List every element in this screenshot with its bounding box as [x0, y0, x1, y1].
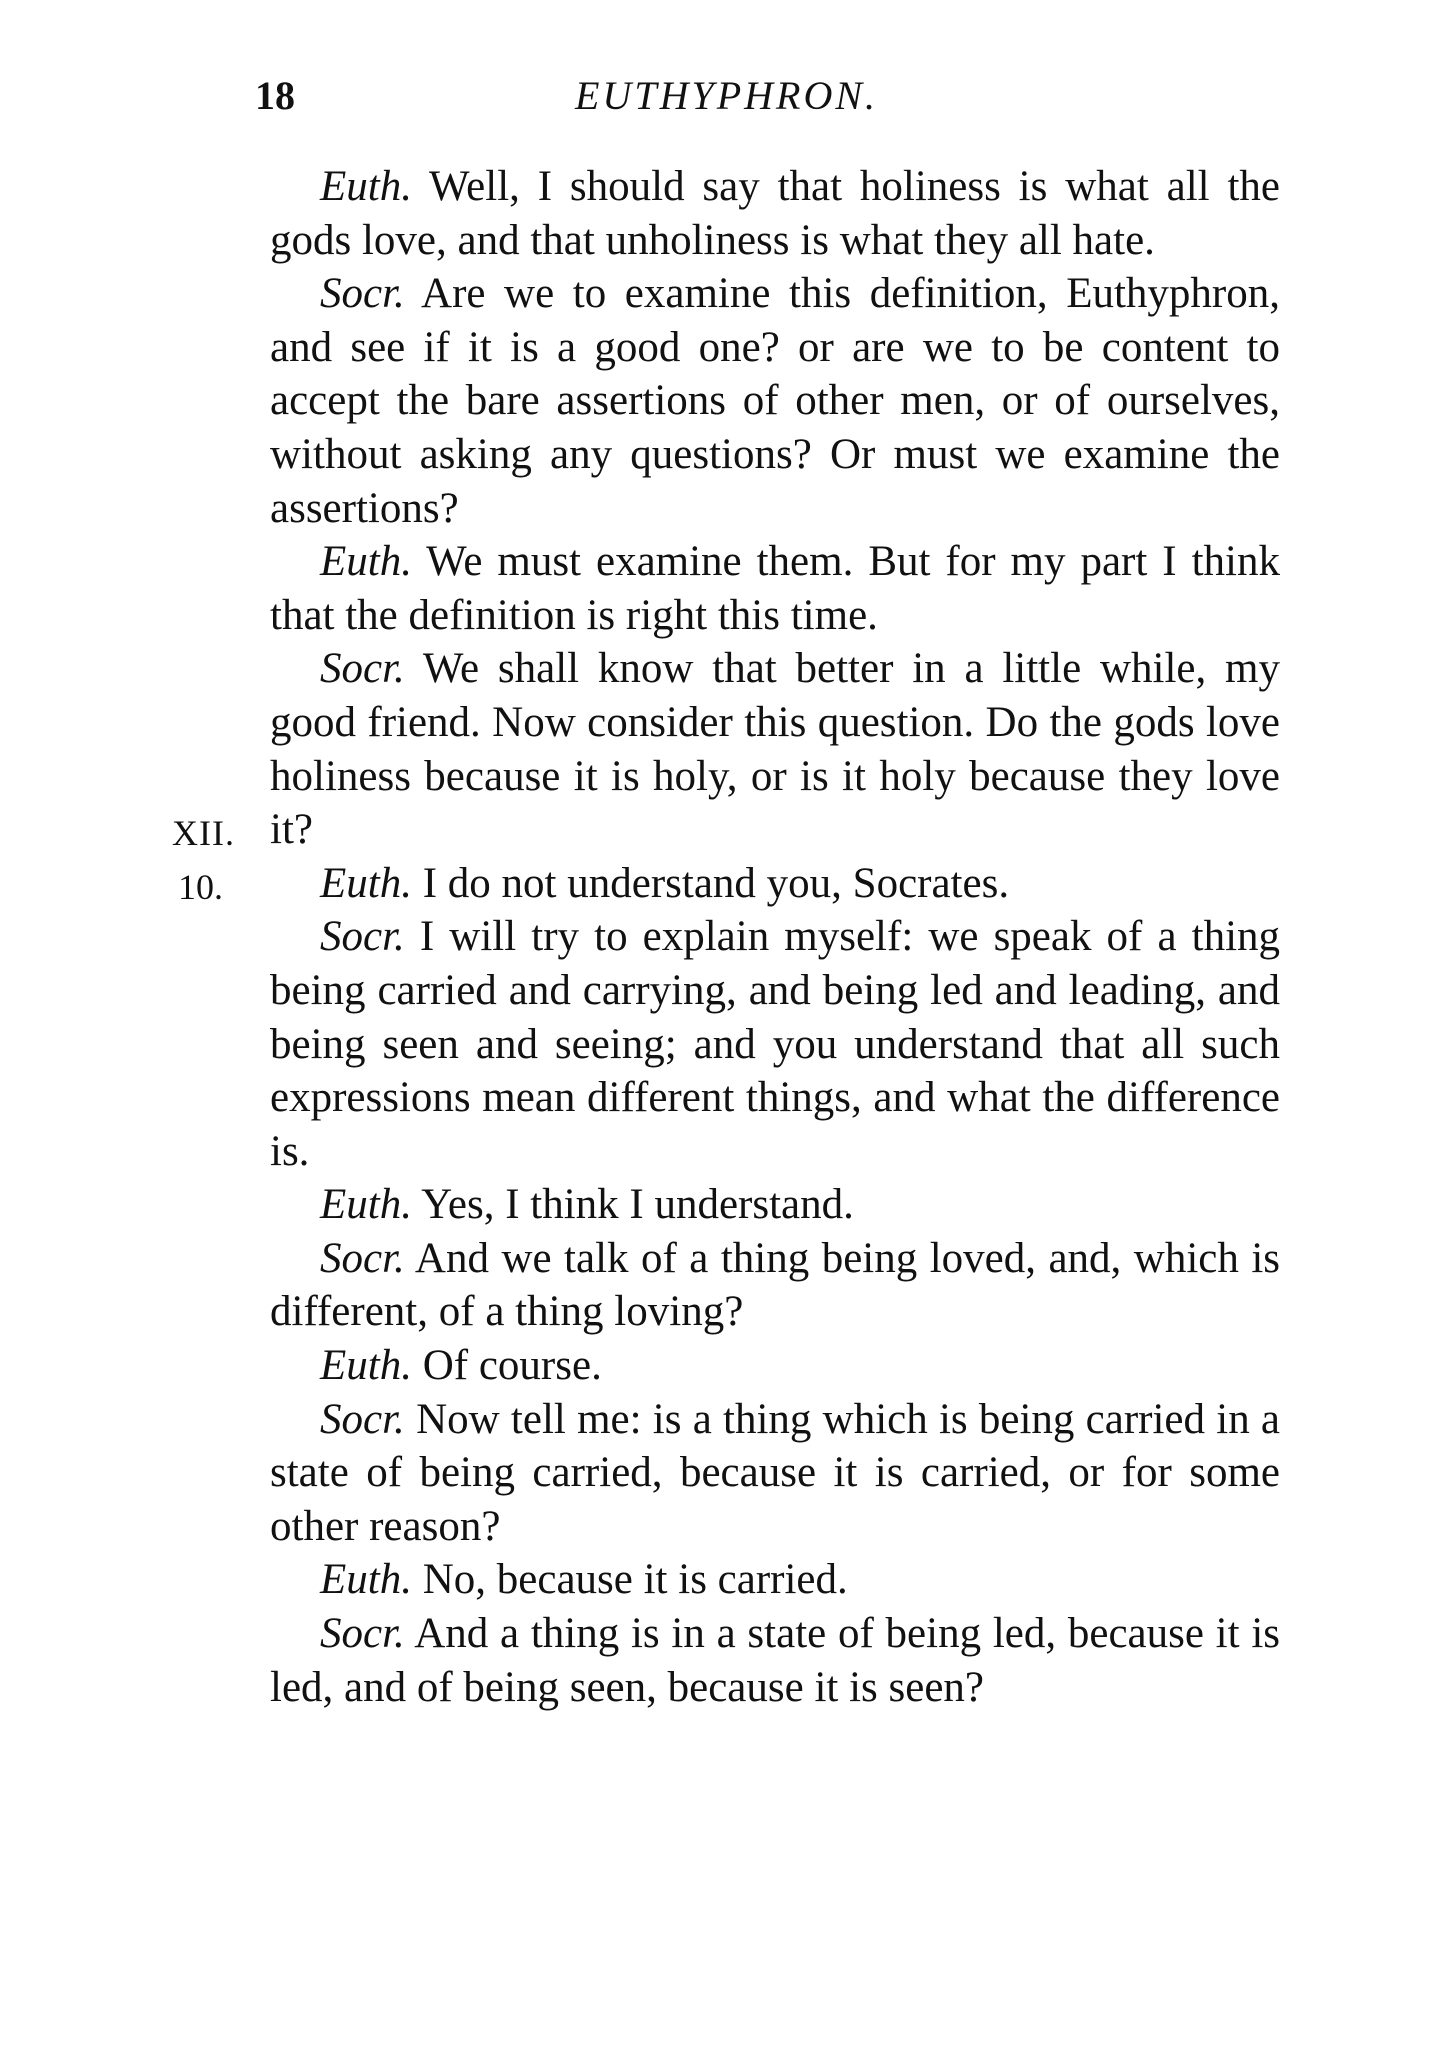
paragraph-euth-4 [270, 1178, 1280, 1232]
speaker-label: Euth. [320, 538, 412, 586]
speaker-label: Socr. [320, 645, 405, 693]
paragraph-socr-1 [270, 267, 1280, 535]
paragraph-euth-6 [270, 1553, 1280, 1607]
paragraph-text: And a thing is in a state of being led, because it is led, and of being seen, because it is seen? [270, 1610, 1281, 1711]
speaker-label: Socr. [320, 1395, 405, 1443]
paragraph-text: Are we to examine this definition, Euthyphron, and see if it is a good one? or are we to be content to accept the bare assertions of other men, or of ourselves, without asking any questions? Or must we examine the assertions? [270, 270, 1280, 532]
page-number: 18 [255, 73, 295, 118]
paragraph-text: And we talk of a thing being loved, and, which is different, of a thing loving? [270, 1234, 1280, 1336]
paragraph-text: I will try to explain myself: we speak of a thing being carried and carrying, and being led and leading, and being seen and seeing; and you understand that all such expressions mean different things, and what the difference is. [270, 913, 1281, 1175]
running-head [0, 72, 1445, 132]
paragraph-socr-6 [270, 1607, 1280, 1714]
paragraph-socr-5 [270, 1393, 1280, 1554]
paragraph-text: Of course. [422, 1342, 602, 1390]
paragraph-euth-5 [270, 1339, 1280, 1393]
speaker-label: Socr. [320, 913, 405, 961]
paragraph-text: Well, I should say that holiness is what all the gods love, and that unholiness is what they all hate. [270, 163, 1280, 264]
paragraph-euth-2 [270, 535, 1280, 642]
paragraph-text: We must examine them. But for my part I think that the definition is right this time. [270, 538, 1280, 639]
paragraph-text: We shall know that better in a little while, my good friend. Now consider this question. Do the gods love holiness because it is holy, or is it holy because they love it? [270, 645, 1280, 854]
paragraph-text: Yes, I think I understand. [421, 1181, 854, 1229]
paragraph-text: No, because it is carried. [422, 1556, 848, 1604]
speaker-label: Euth. [320, 1342, 412, 1390]
paragraph-socr-4 [270, 1232, 1280, 1339]
paragraph-socr-2 [270, 642, 1280, 856]
speaker-label: Socr. [320, 270, 405, 318]
speaker-label: Socr. [320, 1234, 405, 1282]
speaker-label: Euth. [320, 1556, 412, 1604]
paragraph-euth-3 [270, 857, 1280, 911]
speaker-label: Euth. [320, 163, 412, 210]
paragraph-text: I do not understand you, Socrates. [422, 859, 1010, 907]
speaker-label: Euth. [320, 1181, 412, 1229]
margin-line-number: 10. [178, 867, 223, 907]
dialogue-text [270, 160, 1280, 1714]
paragraph-euth-1 [270, 160, 1280, 267]
margin-section-number: XII. [172, 813, 235, 853]
paragraph-socr-3 [270, 910, 1280, 1178]
page-title: EUTHYPHRON. [575, 73, 879, 118]
speaker-label: Socr. [320, 1610, 405, 1658]
paragraph-text: Now tell me: is a thing which is being carried in a state of being carried, because it is carried, or for some other reason? [270, 1395, 1281, 1550]
speaker-label: Euth. [320, 859, 412, 907]
